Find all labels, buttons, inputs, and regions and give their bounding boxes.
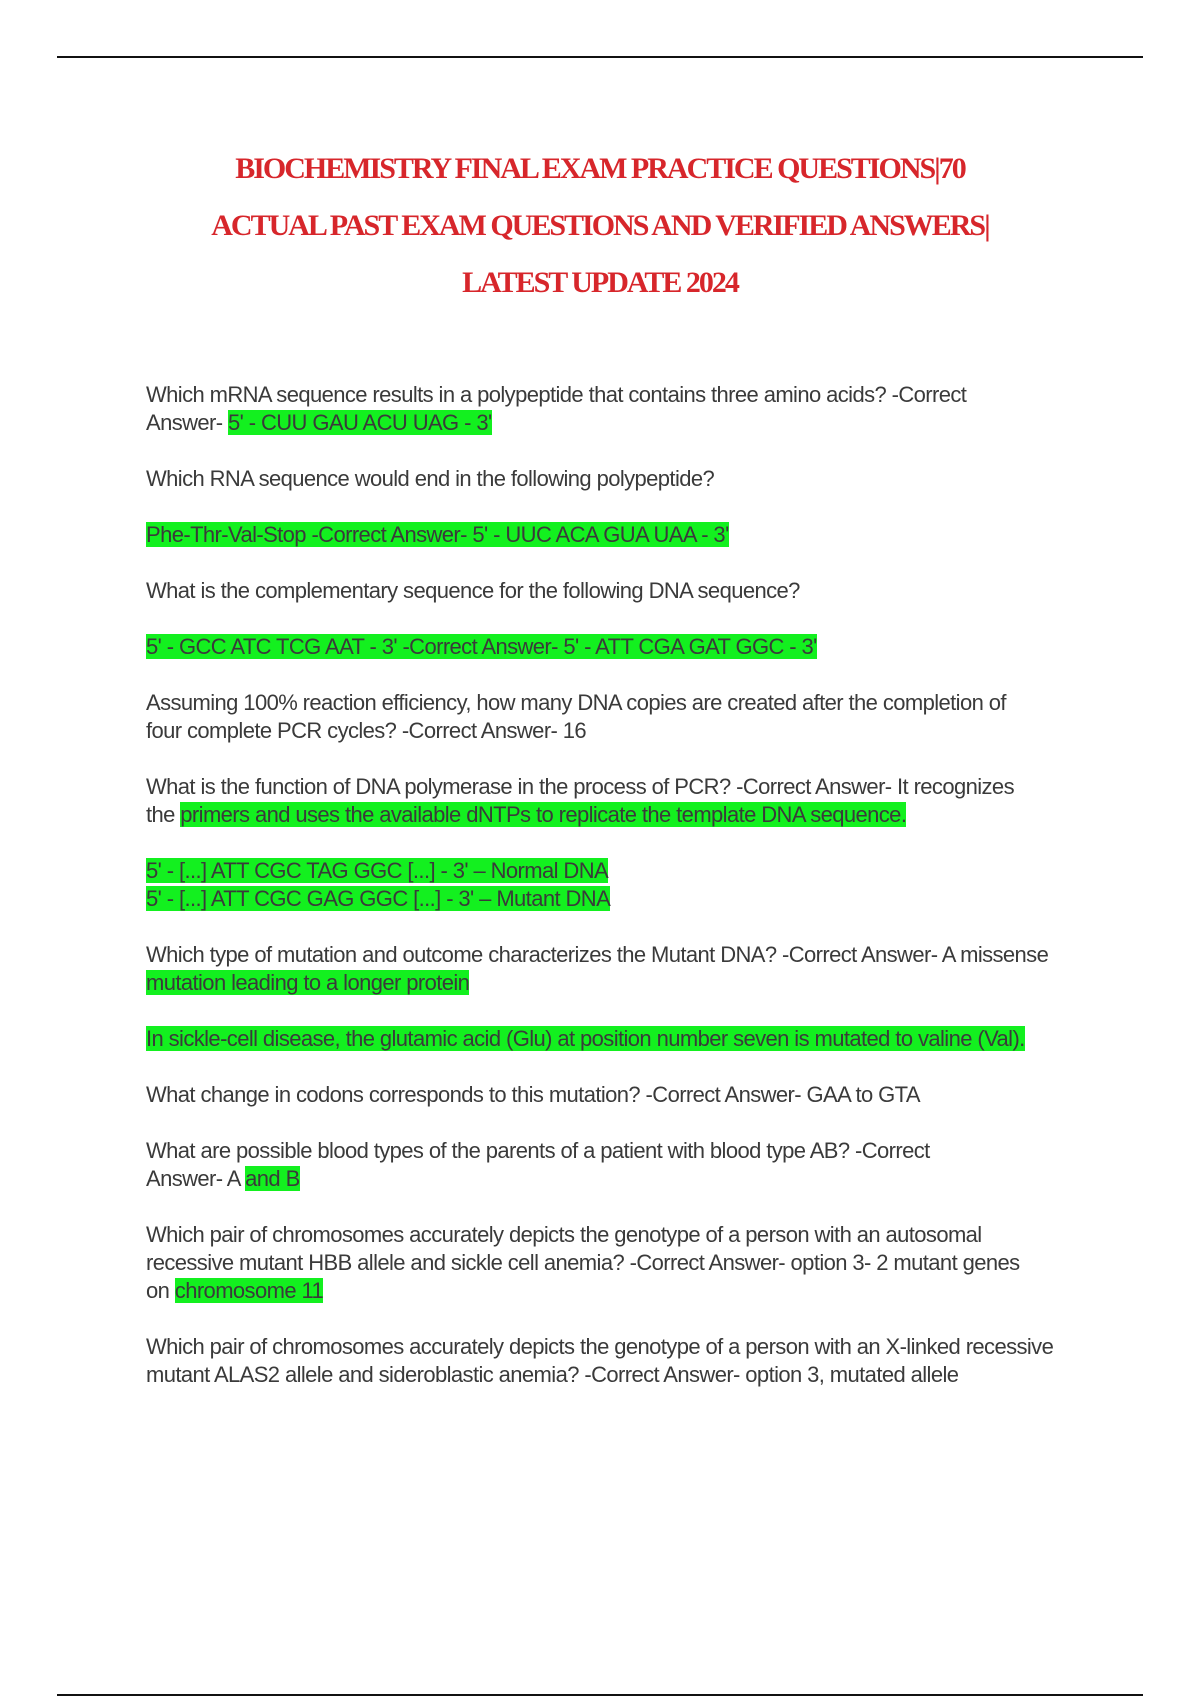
question-5-answer-highlight: primers and uses the available dNTPs to replicate the template DNA sequence. (180, 802, 907, 827)
dna-sequences (146, 857, 1106, 913)
question-9: What change in codons corresponds to this mutation? -Correct Answer- GAA to GTA (146, 1082, 920, 1107)
question-12 (146, 1333, 1106, 1389)
question-1 (146, 381, 1106, 437)
question-10-answer-highlight: and B (245, 1166, 300, 1191)
question-11 (146, 1221, 1106, 1305)
question-2: Which RNA sequence would end in the following polypeptide? (146, 466, 715, 491)
question-3-answer-highlight: 5' - GCC ATC TCG AAT - 3' -Correct Answer- 5' - ATT CGA GAT GGC - 3' (146, 634, 817, 659)
question-5-line-2 (146, 801, 1106, 829)
question-2-answer (146, 521, 1106, 549)
question-11-prefix: on (146, 1278, 175, 1303)
sickle-cell-statement-highlight: In sickle-cell disease, the glutamic acid (Glu) at position number seven is mutated to valine (Val). (146, 1026, 1025, 1051)
question-2-answer-highlight: Phe-Thr-Val-Stop -Correct Answer- 5' - UUC ACA GUA UAA - 3' (146, 522, 729, 547)
title-line-2: ACTUAL PAST EXAM QUESTIONS AND VERIFIED ANSWERS| (211, 209, 989, 242)
question-10 (146, 1137, 1106, 1193)
normal-dna-sequence: 5' - [...] ATT CGC TAG GGC [...] - 3' – Normal DNA (146, 858, 609, 883)
bottom-rule (57, 1694, 1143, 1696)
question-12-line-1: Which pair of chromosomes accurately depicts the genotype of a person with an X-linked recessive (146, 1334, 1054, 1359)
questions-body (146, 381, 1106, 1417)
document-title (100, 140, 1100, 311)
question-11-line-1: Which pair of chromosomes accurately depicts the genotype of a person with an autosomal (146, 1222, 982, 1247)
question-4-line-2: four complete PCR cycles? -Correct Answer- 16 (146, 718, 587, 743)
question-11-line-2: recessive mutant HBB allele and sickle cell anemia? -Correct Answer- option 3- 2 mutant genes (146, 1250, 1020, 1275)
question-1-prefix: Answer- (146, 410, 228, 435)
question-3-answer (146, 633, 1106, 661)
question-1-answer-highlight: 5' - CUU GAU ACU UAG - 3' (228, 410, 492, 435)
question-12-line-2: mutant ALAS2 allele and sideroblastic anemia? -Correct Answer- option 3, mutated allele (146, 1362, 959, 1387)
question-10-prefix: Answer- A (146, 1166, 246, 1191)
question-4-line-1: Assuming 100% reaction efficiency, how many DNA copies are created after the completion of (146, 690, 1006, 715)
question-7-answer-highlight: mutation leading to a longer protein (146, 970, 470, 995)
question-1-line-1: Which mRNA sequence results in a polypeptide that contains three amino acids? -Correct (146, 382, 967, 407)
question-7 (146, 941, 1106, 997)
question-5-prefix: the (146, 802, 181, 827)
question-1-line-2 (146, 409, 1106, 437)
question-5 (146, 773, 1106, 829)
question-7-line-1: Which type of mutation and outcome characterizes the Mutant DNA? -Correct Answer- A missense (146, 942, 1049, 967)
question-3: What is the complementary sequence for the following DNA sequence? (146, 578, 800, 603)
title-line-1: BIOCHEMISTRY FINAL EXAM PRACTICE QUESTIONS|70 (235, 152, 965, 185)
top-rule (57, 56, 1143, 58)
question-11-answer-highlight: chromosome 11 (174, 1278, 324, 1303)
question-4 (146, 689, 1106, 745)
question-10-line-1: What are possible blood types of the parents of a patient with blood type AB? -Correct (146, 1138, 930, 1163)
title-line-3: LATEST UPDATE 2024 (462, 266, 738, 299)
mutant-dna-sequence: 5' - [...] ATT CGC GAG GGC [...] - 3' – Mutant DNA (146, 886, 611, 911)
sickle-cell-statement (146, 1025, 1106, 1053)
question-5-line-1: What is the function of DNA polymerase in the process of PCR? -Correct Answer- It recognizes (146, 774, 1014, 799)
